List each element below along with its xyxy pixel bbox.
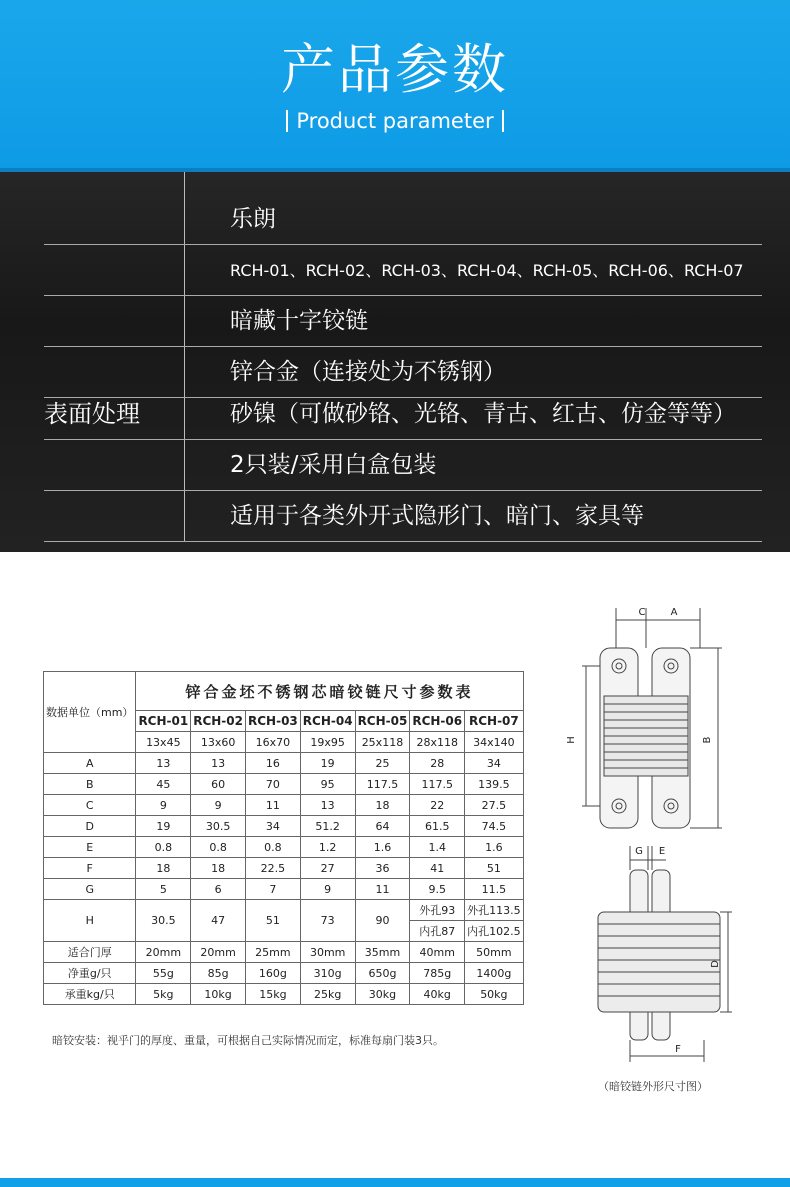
table-cell: 20mm	[191, 942, 246, 963]
model-header: RCH-02	[191, 711, 246, 732]
table-cell: 47	[191, 900, 246, 942]
table-cell: 6	[191, 879, 246, 900]
param-label-brand	[44, 194, 164, 245]
spec-row	[44, 774, 524, 795]
hinge-side-drawing	[586, 840, 736, 1070]
param-label-package	[44, 440, 164, 491]
dim-label-a: A	[670, 607, 678, 618]
table-cell: 20mm	[136, 942, 191, 963]
row-label: D	[44, 816, 136, 837]
table-cell: 51	[246, 900, 301, 942]
row-label: F	[44, 858, 136, 879]
table-cell: 5	[136, 879, 191, 900]
table-cell: 51	[465, 858, 524, 879]
table-cell: 18	[136, 858, 191, 879]
table-cell: 50kg	[465, 984, 524, 1005]
model-header: RCH-04	[300, 711, 355, 732]
table-cell: 34	[465, 753, 524, 774]
table-cell: 25	[355, 753, 410, 774]
table-cell: 0.8	[191, 837, 246, 858]
row-label: 承重kg/只	[44, 984, 136, 1005]
table-cell: 19	[136, 816, 191, 837]
row-label: C	[44, 795, 136, 816]
table-cell: 310g	[300, 963, 355, 984]
param-value-usage: 适用于各类外开式隐形门、暗门、家具等	[230, 503, 644, 529]
table-cell: 19	[300, 753, 355, 774]
parameter-panel	[0, 172, 790, 552]
param-label-finish	[44, 389, 164, 440]
dim-label-e: E	[658, 846, 666, 857]
param-value-name: 暗藏十字铰链	[230, 308, 368, 334]
table-cell: 74.5	[465, 816, 524, 837]
table-cell: 95	[300, 774, 355, 795]
table-cell: 117.5	[355, 774, 410, 795]
param-label-model	[44, 245, 164, 296]
row-label: H	[44, 900, 136, 942]
dim-label-g: G	[635, 846, 643, 857]
dim-label-h: H	[566, 736, 577, 744]
row-label: 适合门厚	[44, 942, 136, 963]
model-header: RCH-07	[465, 711, 524, 732]
table-cell: 内孔102.5	[465, 921, 524, 942]
table-cell: 10kg	[191, 984, 246, 1005]
table-cell: 160g	[246, 963, 301, 984]
dim-label-b: B	[702, 736, 713, 744]
spec-row	[44, 837, 524, 858]
subtitle-text: Product parameter	[296, 109, 494, 133]
table-cell: 117.5	[410, 774, 465, 795]
size-header: 25x118	[355, 732, 410, 753]
row-label: 净重g/只	[44, 963, 136, 984]
size-header: 19x95	[300, 732, 355, 753]
table-cell: 85g	[191, 963, 246, 984]
size-header: 34x140	[465, 732, 524, 753]
model-header: RCH-06	[410, 711, 465, 732]
table-cell: 1.6	[355, 837, 410, 858]
param-label-usage	[44, 491, 164, 542]
table-cell: 28	[410, 753, 465, 774]
param-value-model: RCH-01、RCH-02、RCH-03、RCH-04、RCH-05、RCH-06、RCH-07	[230, 261, 744, 280]
table-cell: 7	[246, 879, 301, 900]
table-cell: 90	[355, 900, 410, 942]
table-cell: 51.2	[300, 816, 355, 837]
table-cell: 9	[191, 795, 246, 816]
header-banner	[0, 0, 790, 172]
dim-label-d: D	[710, 960, 721, 968]
param-value-brand: 乐朗	[230, 206, 276, 232]
subtitle-left-bar	[286, 110, 288, 132]
dim-label-c: C	[638, 607, 646, 618]
spec-caption-row	[44, 672, 524, 711]
table-cell: 13	[136, 753, 191, 774]
spec-row	[44, 879, 524, 900]
table-cell: 13	[300, 795, 355, 816]
table-cell: 22	[410, 795, 465, 816]
model-header: RCH-03	[246, 711, 301, 732]
table-cell: 11	[246, 795, 301, 816]
spec-row	[44, 816, 524, 837]
table-cell: 25mm	[246, 942, 301, 963]
table-cell: 1.4	[410, 837, 465, 858]
size-header: 16x70	[246, 732, 301, 753]
row-label: A	[44, 753, 136, 774]
table-cell: 9	[300, 879, 355, 900]
table-cell: 18	[191, 858, 246, 879]
table-cell: 45	[136, 774, 191, 795]
param-row-name	[0, 296, 790, 347]
table-cell: 1.2	[300, 837, 355, 858]
param-value-finish: 砂镍（可做砂铬、光铬、青古、红古、仿金等等）	[230, 401, 736, 427]
spec-row-h	[44, 900, 524, 921]
table-cell: 27	[300, 858, 355, 879]
table-cell: 外孔113.5	[465, 900, 524, 921]
table-cell: 22.5	[246, 858, 301, 879]
table-cell: 0.8	[246, 837, 301, 858]
table-cell: 64	[355, 816, 410, 837]
table-cell: 60	[191, 774, 246, 795]
table-cell: 外孔93	[410, 900, 465, 921]
param-row-usage	[0, 491, 790, 542]
dim-label-f: F	[675, 1044, 681, 1055]
size-header: 13x60	[191, 732, 246, 753]
row-label: B	[44, 774, 136, 795]
table-cell: 9.5	[410, 879, 465, 900]
table-cell: 1.6	[465, 837, 524, 858]
table-cell: 5kg	[136, 984, 191, 1005]
param-row-model	[0, 245, 790, 296]
table-cell: 30.5	[191, 816, 246, 837]
param-value-package: 2只装/采用白盒包装	[230, 452, 437, 478]
table-cell: 61.5	[410, 816, 465, 837]
table-cell: 55g	[136, 963, 191, 984]
spec-row	[44, 984, 524, 1005]
subtitle-right-bar	[502, 110, 504, 132]
table-cell: 40kg	[410, 984, 465, 1005]
param-label-text: 表面处理	[44, 400, 140, 428]
spec-row	[44, 963, 524, 984]
table-cell: 内孔87	[410, 921, 465, 942]
table-cell: 30kg	[355, 984, 410, 1005]
param-row-brand	[0, 194, 790, 245]
table-cell: 73	[300, 900, 355, 942]
row-label: E	[44, 837, 136, 858]
row-label: G	[44, 879, 136, 900]
hinge-front-drawing	[560, 600, 730, 840]
table-cell: 15kg	[246, 984, 301, 1005]
table-cell: 650g	[355, 963, 410, 984]
table-cell: 25kg	[300, 984, 355, 1005]
unit-label: 数据单位（mm）	[44, 672, 136, 753]
drawing-caption: （暗铰链外形尺寸图）	[598, 1080, 708, 1093]
bottom-accent-line	[0, 1178, 790, 1187]
size-header: 28x118	[410, 732, 465, 753]
table-cell: 35mm	[355, 942, 410, 963]
table-cell: 11	[355, 879, 410, 900]
table-cell: 34	[246, 816, 301, 837]
row-divider	[44, 541, 762, 542]
table-cell: 36	[355, 858, 410, 879]
table-cell: 27.5	[465, 795, 524, 816]
table-cell: 13	[191, 753, 246, 774]
param-row-finish	[0, 389, 790, 440]
table-cell: 16	[246, 753, 301, 774]
table-cell: 11.5	[465, 879, 524, 900]
param-row-package	[0, 440, 790, 491]
table-cell: 9	[136, 795, 191, 816]
param-label-name	[44, 296, 164, 347]
table-cell: 50mm	[465, 942, 524, 963]
spec-row	[44, 795, 524, 816]
table-cell: 70	[246, 774, 301, 795]
table-cell: 41	[410, 858, 465, 879]
model-header: RCH-01	[136, 711, 191, 732]
table-cell: 139.5	[465, 774, 524, 795]
page-title: 产品参数	[281, 38, 509, 101]
table-cell: 40mm	[410, 942, 465, 963]
param-value-material: 锌合金（连接处为不锈钢）	[230, 359, 506, 385]
table-cell: 18	[355, 795, 410, 816]
size-header: 13x45	[136, 732, 191, 753]
table-cell: 1400g	[465, 963, 524, 984]
model-header: RCH-05	[355, 711, 410, 732]
spec-row	[44, 942, 524, 963]
table-cell: 785g	[410, 963, 465, 984]
table-cell: 0.8	[136, 837, 191, 858]
table-cell: 30mm	[300, 942, 355, 963]
page-subtitle	[286, 108, 503, 134]
table-cell: 30.5	[136, 900, 191, 942]
spec-table	[43, 671, 524, 1005]
spec-row	[44, 753, 524, 774]
install-note: 暗铰安装：视乎门的厚度、重量，可根据自己实际情况而定，标准每扇门装3只。	[52, 1034, 444, 1047]
spec-table-caption: 锌合金坯不锈钢芯暗铰链尺寸参数表	[136, 672, 523, 711]
spec-row	[44, 858, 524, 879]
